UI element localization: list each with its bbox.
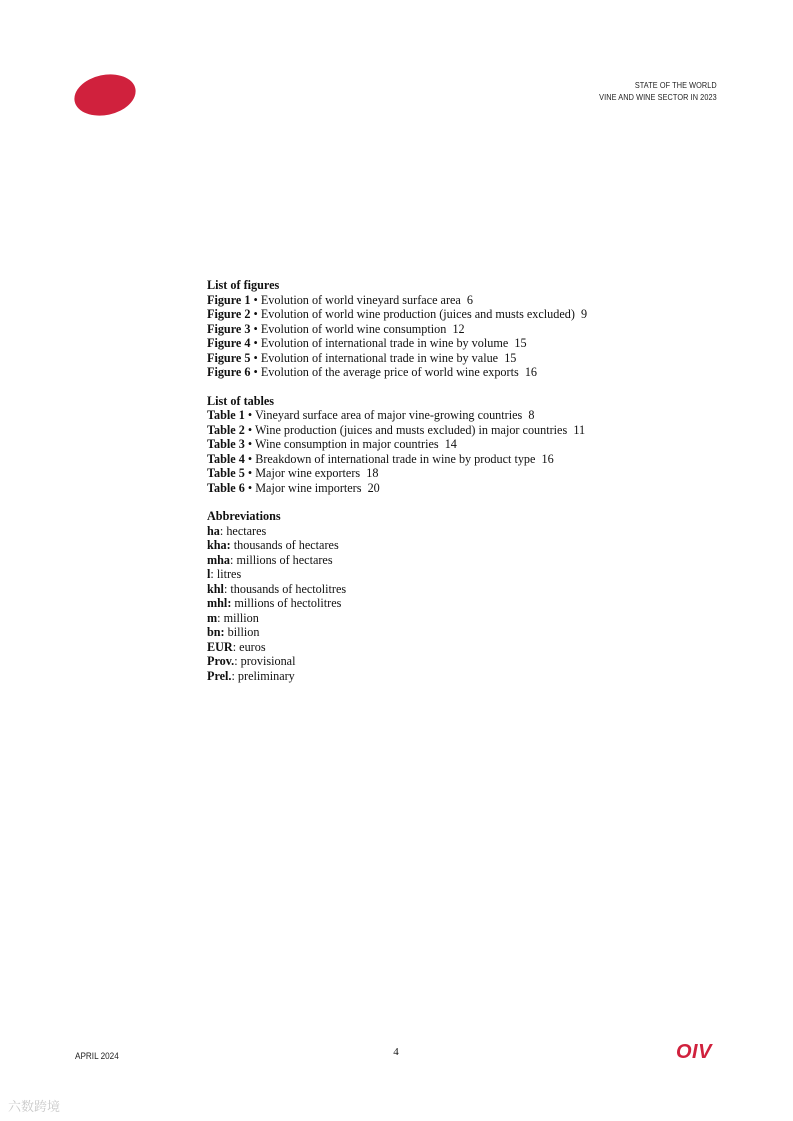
abbreviation-term: kha: xyxy=(207,538,231,552)
figure-label: Figure 6 xyxy=(207,365,251,379)
abbreviation-term: Prov. xyxy=(207,654,235,668)
figure-title: Evolution of international trade in wine by volume xyxy=(260,336,509,350)
lists-content xyxy=(207,278,727,697)
figure-page: 6 xyxy=(466,292,474,307)
abbreviation-meaning: hectares xyxy=(226,523,267,538)
document-header xyxy=(599,79,717,103)
abbreviations xyxy=(207,509,727,683)
table-entry[interactable]: Table 2 • Wine production (juices and musts excluded) in major countries 11 xyxy=(207,422,586,437)
table-entry[interactable]: Table 6 • Major wine importers 20 xyxy=(207,480,380,495)
figure-page: 16 xyxy=(524,365,537,379)
abbreviation-entry: m: million xyxy=(207,610,259,625)
table-page: 11 xyxy=(573,422,586,437)
abbreviation-term: EUR xyxy=(207,639,233,654)
abbreviation-entry: EUR: euros xyxy=(207,639,266,654)
header-title: STATE OF THE WORLD xyxy=(635,80,717,90)
table-title: Major wine importers xyxy=(255,480,362,495)
figure-label: Figure 5 xyxy=(207,350,251,365)
header-subtitle: VINE AND WINE SECTOR IN 2023 xyxy=(599,92,717,102)
table-title: Breakdown of international trade in wine by product type xyxy=(255,451,536,466)
table-label: Table 3 xyxy=(207,437,245,451)
table-entry[interactable]: Table 5 • Major wine exporters 18 xyxy=(207,466,379,480)
figure-title: Evolution of international trade in wine by value xyxy=(260,350,499,365)
figure-label: Figure 2 xyxy=(207,307,251,321)
list-of-figures xyxy=(207,278,727,380)
page-number: 4 xyxy=(393,1046,399,1058)
table-entry[interactable]: Table 3 • Wine consumption in major countries 14 xyxy=(207,437,457,451)
abbreviation-meaning: millions of hectolitres xyxy=(234,596,342,610)
abbreviation-meaning: euros xyxy=(239,639,266,654)
abbreviation-meaning: million xyxy=(223,610,259,625)
table-title: Vineyard surface area of major vine-growing countries xyxy=(254,408,523,422)
table-entry[interactable]: Table 1 • Vineyard surface area of major vine-growing countries 8 xyxy=(207,408,535,422)
table-page: 8 xyxy=(528,408,535,422)
table-label: Table 2 xyxy=(207,422,245,437)
abbreviation-term: bn: xyxy=(207,625,225,639)
abbreviation-entry xyxy=(207,625,727,640)
table-label: Table 4 xyxy=(207,451,245,466)
footer-date: APRIL 2024 xyxy=(75,1051,119,1062)
table-page: 18 xyxy=(366,466,379,480)
table-title: Wine production (juices and musts excluded) in major countries xyxy=(254,422,568,437)
figure-title: Evolution of world wine consumption xyxy=(260,321,447,336)
abbreviation-term: mhl: xyxy=(207,596,232,610)
abbreviation-entry: mha: millions of hectares xyxy=(207,552,333,567)
figure-title: Evolution of world wine production (juices and musts excluded) xyxy=(260,307,575,321)
abbreviation-entry xyxy=(207,538,727,553)
table-title: Major wine exporters xyxy=(255,466,361,480)
figure-entry[interactable]: Figure 5 • Evolution of international trade in wine by value 15 xyxy=(207,350,517,365)
table-page: 20 xyxy=(367,480,380,495)
figure-page: 15 xyxy=(514,336,527,350)
table-label: Table 1 xyxy=(207,408,245,422)
abbreviation-term: khl xyxy=(207,581,224,596)
figure-label: Figure 1 xyxy=(207,292,251,307)
abbreviation-entry: ha: hectares xyxy=(207,523,267,538)
abbreviation-meaning: billion xyxy=(227,625,260,639)
abbreviation-term: mha xyxy=(207,552,231,567)
abbreviation-term: m xyxy=(207,610,218,625)
figure-entry[interactable]: Figure 1 • Evolution of world vineyard surface area 6 xyxy=(207,292,474,307)
figure-title: Evolution of the average price of world wine exports xyxy=(260,365,519,379)
figure-entry[interactable]: Figure 6 • Evolution of the average price of world wine exports 16 xyxy=(207,365,537,379)
table-title: Wine consumption in major countries xyxy=(254,437,439,451)
figure-label: Figure 4 xyxy=(207,336,251,350)
abbreviations-title: Abbreviations xyxy=(207,509,281,523)
table-label: Table 5 xyxy=(207,466,245,480)
abbreviation-term: l xyxy=(207,567,211,581)
table-page: 14 xyxy=(444,437,457,451)
abbreviation-term: ha xyxy=(207,523,220,538)
abbreviation-meaning: millions of hectares xyxy=(236,552,333,567)
abbreviation-meaning: thousands of hectolitres xyxy=(230,581,347,596)
figure-title: Evolution of world vineyard surface area xyxy=(260,292,461,307)
table-entry[interactable]: Table 4 • Breakdown of international trade in wine by product type 16 xyxy=(207,451,554,466)
abbreviation-meaning: preliminary xyxy=(237,668,295,683)
figure-entry[interactable]: Figure 4 • Evolution of international trade in wine by volume 15 xyxy=(207,336,527,350)
abbreviation-entry: Prov.: provisional xyxy=(207,654,296,668)
oiv-logo-blob xyxy=(71,69,140,121)
watermark: 六数跨境 xyxy=(8,1100,61,1115)
figure-entry[interactable]: Figure 3 • Evolution of world wine consumption 12 xyxy=(207,321,465,336)
abbreviation-entry xyxy=(207,596,727,611)
list-of-figures-title: List of figures xyxy=(207,278,280,292)
abbreviation-meaning: provisional xyxy=(240,654,296,668)
figure-page: 9 xyxy=(581,307,588,321)
figure-label: Figure 3 xyxy=(207,321,251,336)
list-of-tables xyxy=(207,394,727,496)
figure-page: 15 xyxy=(504,350,517,365)
abbreviation-entry: Prel.: preliminary xyxy=(207,668,295,683)
figure-entry[interactable]: Figure 2 • Evolution of world wine production (juices and musts excluded) 9 xyxy=(207,307,588,321)
abbreviation-term: Prel. xyxy=(207,668,232,683)
table-page: 16 xyxy=(541,451,554,466)
abbreviation-entry: l: litres xyxy=(207,567,242,581)
abbreviation-entry: khl: thousands of hectolitres xyxy=(207,581,347,596)
figure-page: 12 xyxy=(452,321,465,336)
abbreviation-meaning: litres xyxy=(216,567,242,581)
oiv-logo: OIV xyxy=(676,1041,712,1063)
abbreviation-meaning: thousands of hectares xyxy=(233,538,339,552)
list-of-tables-title: List of tables xyxy=(207,393,275,408)
table-label: Table 6 xyxy=(207,480,245,495)
